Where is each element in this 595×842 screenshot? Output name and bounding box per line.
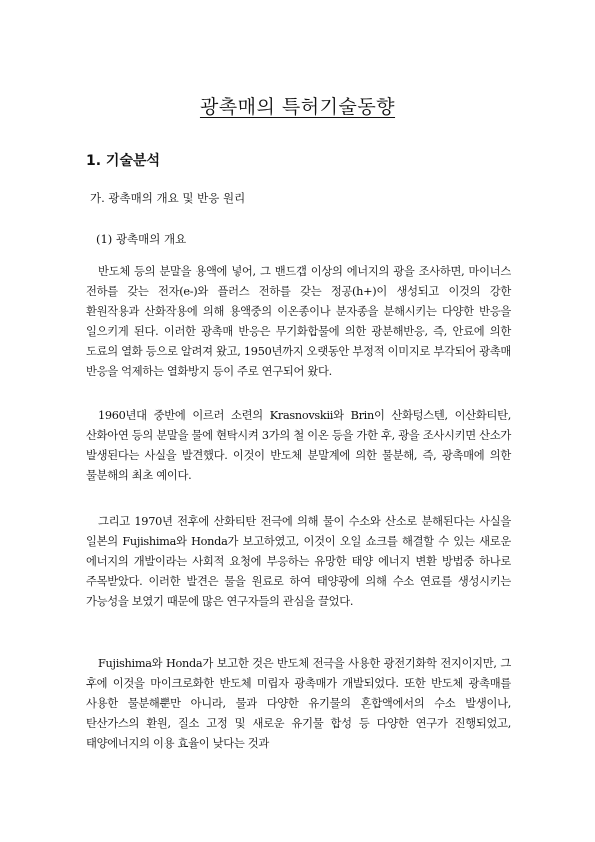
section-heading: 1. 기술분석 xyxy=(86,153,161,169)
body-paragraph: 그리고 1970년 전후에 산화티탄 전극에 의해 물이 수소와 산소로 분해된다는 사실을 일본의 Fujishima와 Honda가 보고하였고, 이것이 오일 쇼크를 해결할 수 있는 새로운 에너지의 개발이라는 사회적 요청에 부응하는 유망한 태양 에너지 변환 방법중 하나로 주목받았다. 이러한 발견은 물을 원료로 하여 태양광에 의해 수소 연료를 생성시키는 가능성을 보였기 때문에 많은 연구자들의 관심을 끌었다. xyxy=(86,515,511,608)
subsection-heading: 가. 광촉매의 개요 및 반응 원리 xyxy=(90,191,246,205)
body-paragraph: 반도체 등의 분말을 용액에 넣어, 그 밴드갭 이상의 에너지의 광을 조사하면, 마이너스 전하를 갖는 전자(e-)와 플러스 전하를 갖는 정공(h+)이 생성되고 이것의 강한 환원작용과 산화작용에 의해 용액중의 이온종이나 분자종을 분해시키는 다양한 반응을 일으키게 된다. 이러한 광촉매 반응은 무기화합물에 의한 광분해반응, 즉, 안료에 의한 도료의 열화 등으로 알려져 왔고, 1950년까지 오랫동안 부정적 이미지로 부각되어 광촉매 반응을 억제하는 열화방지 등이 주로 연구되어 왔다. xyxy=(86,265,511,378)
body-paragraph: 1960년대 중반에 이르러 소련의 Krasnovskii와 Brin이 산화텅스텐, 이산화티탄, 산화아연 등의 분말을 물에 현탁시켜 3가의 철 이온 등을 가한 후, 광을 조사시키면 산소가 발생된다는 사실을 발견했다. 이것이 반도체 분말계에 의한 물분해, 즉, 광촉매에 의한 물분해의 최초 예이다. xyxy=(86,409,511,482)
subsubsection-heading: (1) 광촉매의 개요 xyxy=(96,232,187,246)
body-paragraph: Fujishima와 Honda가 보고한 것은 반도체 전극을 사용한 광전기화학 전지이지만, 그 후에 이것을 마이크로화한 반도체 미립자 광촉매가 개발되었다. 또한 반도체 광촉매를 사용한 물분해뿐만 아니라, 물과 다양한 유기물의 혼합액에서의 수소 발생이나, 탄산가스의 환원, 질소 고정 및 새로운 유기물 합성 등 다양한 연구가 진행되었고, 태양에너지의 이용 효율이 낮다는 것과 xyxy=(86,657,511,750)
document-title: 광촉매의 특허기술동향 xyxy=(199,96,396,118)
